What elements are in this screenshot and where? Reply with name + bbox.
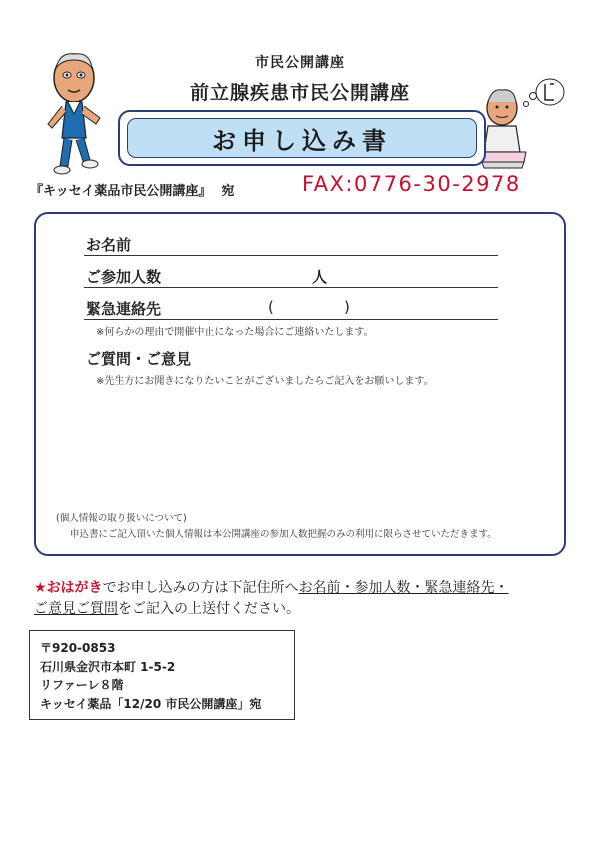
address-line-1: 石川県金沢市本町 1-5-2 bbox=[40, 659, 176, 674]
address-line-2: リファーレ８階 bbox=[40, 678, 124, 692]
form-title: お申し込み書 bbox=[127, 118, 477, 158]
fax-number: FAX:0776-30-2978 bbox=[302, 172, 521, 196]
postcard-emphasis: おはがき bbox=[46, 580, 103, 596]
questions-label: ご質問・ご意見 bbox=[86, 350, 192, 368]
form-title-frame bbox=[118, 110, 486, 166]
postcard-required-items-1: お名前・参加人数・緊急連絡先・ bbox=[298, 580, 509, 596]
recipient-suffix: 宛 bbox=[221, 184, 235, 199]
name-input-line[interactable] bbox=[84, 255, 498, 256]
postcard-instructions bbox=[34, 578, 574, 620]
questions-input-area[interactable] bbox=[84, 390, 524, 500]
questions-note: ※先生方にお聞きになりたいことがございましたらご記入をお願いします。 bbox=[96, 376, 434, 387]
address-line-3: キッセイ薬品「12/20 市民公開講座」宛 bbox=[40, 696, 262, 711]
postcard-required-items-2: ご意見ご質問 bbox=[34, 601, 118, 617]
emergency-contact-input-line[interactable] bbox=[84, 319, 498, 320]
name-label: お名前 bbox=[86, 236, 132, 254]
recipient-name: 『キッセイ薬品市民公開講座』 bbox=[30, 184, 212, 199]
lecture-subtitle: 市民公開講座 bbox=[255, 55, 345, 71]
privacy-title: (個人情報の取り扱いについて) bbox=[56, 513, 187, 524]
participants-input-line[interactable] bbox=[84, 287, 498, 288]
emergency-paren-close: ) bbox=[344, 298, 350, 316]
recipient-line bbox=[30, 180, 234, 199]
lecture-title: 前立腺疾患市民公開講座 bbox=[189, 82, 410, 104]
emergency-contact-note: ※何らかの理由で開催中止になった場合にご連絡いたします。 bbox=[96, 327, 374, 338]
postal-code: 〒920-0853 bbox=[40, 641, 116, 655]
mailing-address-box bbox=[29, 630, 295, 720]
emergency-contact-label: 緊急連絡先 bbox=[86, 300, 162, 318]
participants-label: ご参加人数 bbox=[86, 268, 162, 286]
star-icon: ★ bbox=[34, 580, 47, 596]
emergency-paren-open: ( bbox=[268, 298, 274, 316]
participants-unit: 人 bbox=[312, 268, 328, 286]
postcard-text-1: でお申し込みの方は下記住所へ bbox=[102, 580, 299, 596]
postcard-text-2: をご記入の上送付ください。 bbox=[118, 601, 300, 617]
privacy-text: 申込書にご記入頂いた個人情報は本公開講座の参加人数把握のみの利用に限らさせていただきます。 bbox=[70, 529, 497, 540]
